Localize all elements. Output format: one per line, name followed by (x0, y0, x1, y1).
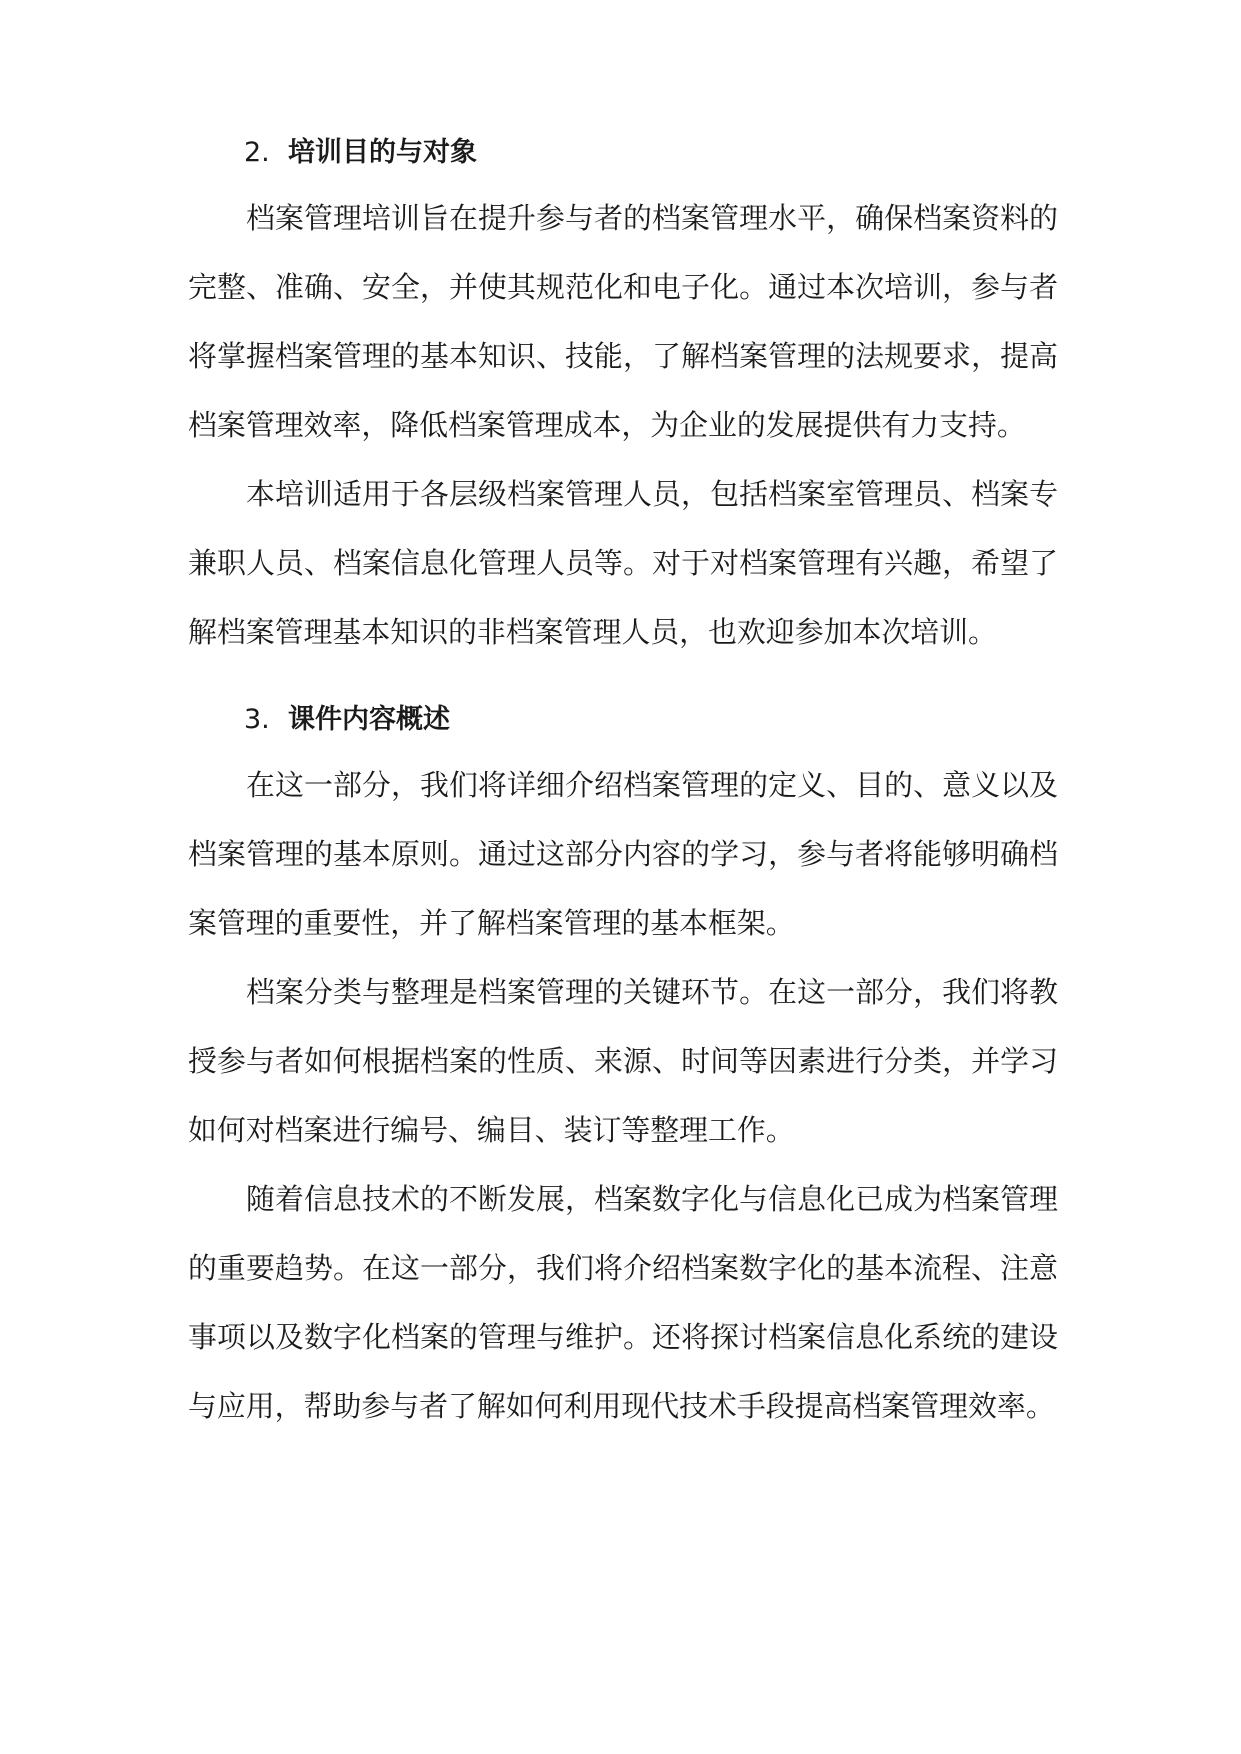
paragraph: 档案管理培训旨在提升参与者的档案管理水平，确保档案资料的完整、准确、安全，并使其规范化和电子化。通过本次培训，参与者将掌握档案管理的基本知识、技能，了解档案管理的法规要求，提高档案管理效率，降低档案管理成本，为企业的发展提供有力支持。 (188, 201, 1058, 442)
section-number: 2. (244, 137, 270, 168)
paragraph: 档案分类与整理是档案管理的关键环节。在这一部分，我们将教授参与者如何根据档案的性质、来源、时间等因素进行分类，并学习如何对档案进行编号、编目、装订等整理工作。 (188, 975, 1058, 1147)
paragraph: 本培训适用于各层级档案管理人员，包括档案室管理员、档案专兼职人员、档案信息化管理人员等。对于对档案管理有兴趣，希望了解档案管理基本知识的非档案管理人员，也欢迎参加本次培训。 (188, 477, 1058, 649)
paragraph: 在这一部分，我们将详细介绍档案管理的定义、目的、意义以及档案管理的基本原则。通过这部分内容的学习，参与者将能够明确档案管理的重要性，并了解档案管理的基本框架。 (188, 768, 1058, 940)
section-title: 培训目的与对象 (288, 137, 477, 168)
section-heading-2 (244, 133, 477, 173)
section-heading-3 (244, 700, 450, 740)
section-title: 课件内容概述 (288, 704, 450, 735)
section-number: 3. (244, 704, 270, 735)
paragraph: 随着信息技术的不断发展，档案数字化与信息化已成为档案管理的重要趋势。在这一部分，我们将介绍档案数字化的基本流程、注意事项以及数字化档案的管理与维护。还将探讨档案信息化系统的建设与应用，帮助参与者了解如何利用现代技术手段提高档案管理效率。 (188, 1182, 1058, 1423)
